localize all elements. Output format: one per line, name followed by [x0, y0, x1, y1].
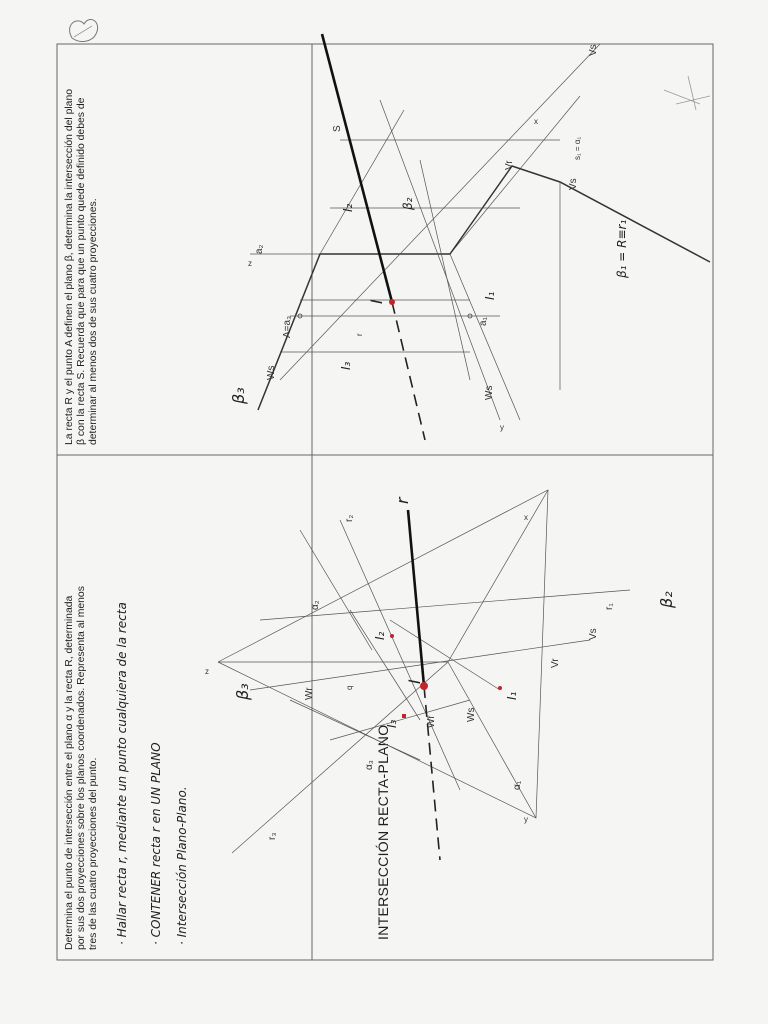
- line-r-hidden: [424, 686, 440, 860]
- p2-label-Ws: Ws: [266, 365, 277, 380]
- p2-x-axis: [450, 96, 580, 254]
- p2-instruction-line-3: determinar al menos dos de sus cuatro proyecciones.: [88, 198, 99, 445]
- p1-label-I3: I₃: [385, 719, 399, 728]
- p1-instruction-line-3: tres de las cuatro proyecciones del punto.: [88, 757, 99, 950]
- p1-label-alpha1: α₁: [512, 780, 523, 790]
- p2-label-a2: a₂: [254, 244, 265, 254]
- p2-label-y: y: [500, 423, 504, 432]
- p2-label-Vr: Vr: [504, 160, 515, 170]
- p2-label-x: x: [534, 117, 538, 126]
- p1-label-I1: I₁: [505, 691, 519, 700]
- p1-label-r: r: [393, 497, 412, 504]
- p2-label-I3: I₃: [339, 361, 353, 370]
- p2-label-beta2: β₂: [401, 197, 415, 210]
- problem1-diagram: [205, 490, 676, 860]
- p2-label-S: S: [332, 125, 343, 132]
- p2-construction-6: [380, 100, 500, 420]
- p1-label-I: I: [405, 679, 424, 684]
- point-I2: [390, 634, 394, 638]
- p1-label-alpha3: α₃: [364, 760, 375, 770]
- point-I1: [498, 686, 502, 690]
- p2-construction-8: [420, 160, 470, 380]
- p2-label-A: A=a₃: [282, 315, 293, 338]
- y-axis: [448, 662, 536, 818]
- p1-label-r3: r₃: [267, 832, 278, 840]
- problem1-instructions: [64, 586, 99, 950]
- p2-label-Vs: Vs: [588, 44, 599, 56]
- p1-label-z: z: [205, 667, 209, 676]
- p1-label-Vs: Vs: [588, 628, 599, 640]
- beta1-trace: [450, 166, 710, 262]
- p2-label-beta3: β₃: [229, 387, 248, 404]
- p2-label-Ws2: Ws: [484, 385, 495, 400]
- p2-label-beta1: β₁ = R≡r₁: [615, 219, 629, 278]
- p1-note-2: · CONTENER recta r en UN PLANO: [149, 742, 163, 945]
- construction-6: [350, 610, 420, 720]
- p1-label-Wr2: Wr: [426, 715, 437, 728]
- p1-label-I2: I₂: [373, 631, 387, 640]
- p2-construction-1: [280, 44, 600, 380]
- p1-label-Vr: Vr: [550, 658, 561, 668]
- p1-note-3: · Intersección Plano-Plano.: [175, 786, 189, 945]
- problem2-diagram: [229, 34, 710, 440]
- p1-label-beta2: β₂: [657, 591, 676, 608]
- p2-instruction-line-2: β con la recta S. Recuerda que para que un punto quede definido debes de: [76, 97, 87, 445]
- line-r: [408, 510, 424, 686]
- p1-label-Ws: Ws: [466, 707, 477, 722]
- p2-point-I: [389, 299, 395, 305]
- construction-2: [340, 520, 460, 790]
- p1-label-alpha2: α₂: [310, 600, 321, 610]
- p1-label-x: x: [524, 513, 528, 522]
- point-I3: [402, 714, 406, 718]
- p1-instruction-line-1: Determina el punto de intersección entre el plano α y la recta R, determinada: [64, 595, 75, 950]
- p2-instruction-line-1: La recta R y el punto A definen el plano β, determina la intersección del plano: [64, 88, 75, 445]
- p2-label-I1: I₁: [483, 291, 497, 300]
- pencil-marks: [664, 76, 710, 110]
- p1-label-Wr: Wr: [304, 687, 315, 700]
- p1-label-y: y: [524, 815, 528, 824]
- line-S-hidden: [392, 302, 425, 440]
- p1-label-q: q: [345, 685, 354, 690]
- page-title: INTERSECCIÓN RECTA-PLANO: [375, 724, 391, 940]
- p2-label-z: z: [248, 259, 252, 268]
- p2-label-s1: s₁ = α₁: [573, 136, 582, 160]
- p1-label-r2: r₂: [344, 514, 355, 522]
- construction-1: [300, 530, 372, 650]
- p2-label-I2: I₂: [341, 203, 355, 212]
- construction-3: [330, 700, 470, 740]
- p1-note-1: · Hallar recta r, mediante un punto cualquiera de la recta: [115, 602, 129, 945]
- line-S: [322, 34, 392, 302]
- p2-label-Vs2: Vs: [568, 178, 579, 190]
- p1-label-beta3: β₃: [233, 683, 252, 700]
- p1-label-r1: r₁: [604, 603, 615, 610]
- construction-5: [290, 700, 420, 760]
- p2-label-r: r: [355, 333, 364, 336]
- p2-label-a1: a₁: [478, 317, 489, 326]
- leaf-logo: [70, 19, 98, 41]
- problem2-instructions: [64, 89, 99, 445]
- p1-instruction-line-2: por sus dos proyecciones sobre los planos coordenados. Representa al menos: [76, 586, 87, 950]
- problem1-handwritten-notes: [115, 602, 189, 945]
- p2-label-I: I: [367, 299, 386, 304]
